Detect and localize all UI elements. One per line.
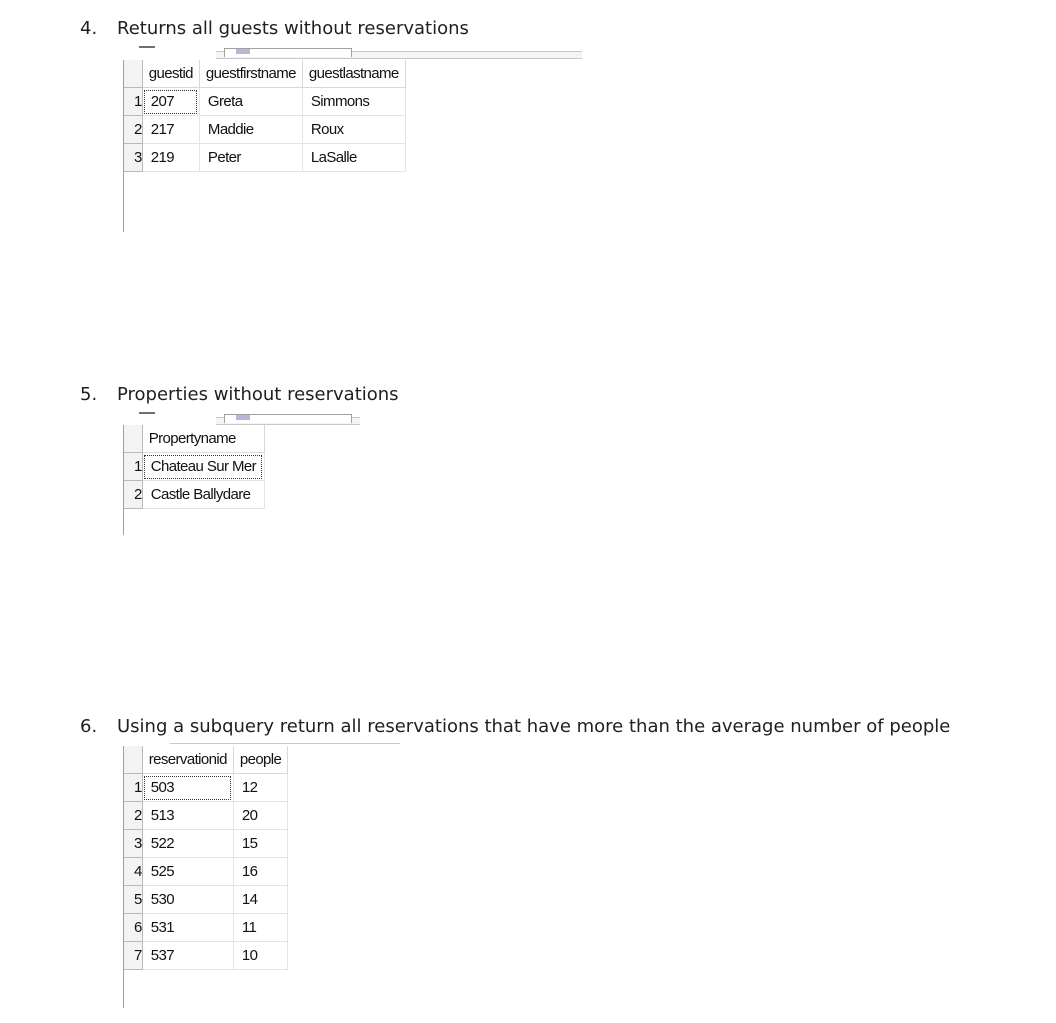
row-number[interactable]: 5 xyxy=(124,886,142,914)
table-cell[interactable]: 10 xyxy=(233,942,287,970)
table-cell[interactable]: Greta xyxy=(199,88,302,116)
table-row[interactable] xyxy=(124,116,405,144)
table-row[interactable] xyxy=(124,453,264,481)
row-number[interactable]: 1 xyxy=(124,453,142,481)
table-row[interactable] xyxy=(124,144,405,172)
row-header-corner xyxy=(124,60,142,88)
section-6-title: Using a subquery return all reservations that have more than the average number of people xyxy=(117,716,951,737)
row-number[interactable]: 6 xyxy=(124,914,142,942)
section-4-results-table xyxy=(124,60,406,172)
table-cell[interactable]: Castle Ballydare xyxy=(142,481,264,509)
column-header-guestlastname[interactable]: guestlastname xyxy=(302,60,405,88)
section-6-results-table xyxy=(124,746,288,970)
table-cell[interactable]: 503 xyxy=(142,774,233,802)
table-cell[interactable]: 217 xyxy=(142,116,199,144)
table-cell[interactable]: 14 xyxy=(233,886,287,914)
table-row[interactable] xyxy=(124,858,288,886)
table-row[interactable] xyxy=(124,774,288,802)
table-cell[interactable]: 531 xyxy=(142,914,233,942)
table-cell[interactable]: Maddie xyxy=(199,116,302,144)
table-cell[interactable]: 530 xyxy=(142,886,233,914)
table-cell[interactable]: Simmons xyxy=(302,88,405,116)
table-cell[interactable]: 525 xyxy=(142,858,233,886)
table-row[interactable] xyxy=(124,802,288,830)
table-row[interactable] xyxy=(124,942,288,970)
column-header-propertyname[interactable]: Propertyname xyxy=(142,425,264,453)
table-cell[interactable]: 219 xyxy=(142,144,199,172)
messages-tab-icon xyxy=(236,415,250,420)
table-row[interactable] xyxy=(124,88,405,116)
column-header-guestid[interactable]: guestid xyxy=(142,60,199,88)
results-tab-strip xyxy=(216,51,582,59)
section-5-title: Properties without reservations xyxy=(117,384,399,405)
table-row[interactable] xyxy=(124,481,264,509)
section-5-number: 5. xyxy=(80,384,98,405)
table-cell[interactable]: LaSalle xyxy=(302,144,405,172)
table-cell[interactable]: 522 xyxy=(142,830,233,858)
section-4-number: 4. xyxy=(80,18,98,39)
table-row[interactable] xyxy=(124,886,288,914)
header-row xyxy=(124,60,405,88)
row-number[interactable]: 1 xyxy=(124,88,142,116)
table-cell[interactable]: Chateau Sur Mer xyxy=(142,453,264,481)
column-header-people[interactable]: people xyxy=(233,746,287,774)
table-row[interactable] xyxy=(124,914,288,942)
section-4-heading xyxy=(80,18,469,39)
column-header-reservationid[interactable]: reservationid xyxy=(142,746,233,774)
row-header-corner xyxy=(124,425,142,453)
table-cell[interactable]: 513 xyxy=(142,802,233,830)
section-4-title: Returns all guests without reservations xyxy=(117,18,469,39)
table-cell[interactable]: 537 xyxy=(142,942,233,970)
row-number[interactable]: 4 xyxy=(124,858,142,886)
row-number[interactable]: 3 xyxy=(124,830,142,858)
grid-divider-mark xyxy=(139,46,155,48)
table-cell[interactable]: 12 xyxy=(233,774,287,802)
table-cell[interactable]: 11 xyxy=(233,914,287,942)
section-5-results-table xyxy=(124,425,265,509)
section-6-heading xyxy=(80,716,950,737)
column-header-guestfirstname[interactable]: guestfirstname xyxy=(199,60,302,88)
messages-tab-icon xyxy=(236,49,250,54)
row-number[interactable]: 1 xyxy=(124,774,142,802)
header-row xyxy=(124,425,264,453)
table-cell[interactable]: Peter xyxy=(199,144,302,172)
header-row xyxy=(124,746,288,774)
table-cell[interactable]: Roux xyxy=(302,116,405,144)
row-header-corner xyxy=(124,746,142,774)
grid-divider-mark xyxy=(139,412,155,414)
row-number[interactable]: 2 xyxy=(124,802,142,830)
row-number[interactable]: 3 xyxy=(124,144,142,172)
table-cell[interactable]: 16 xyxy=(233,858,287,886)
section-5-heading xyxy=(80,384,399,405)
row-number[interactable]: 7 xyxy=(124,942,142,970)
table-cell[interactable]: 207 xyxy=(142,88,199,116)
table-cell[interactable]: 15 xyxy=(233,830,287,858)
row-number[interactable]: 2 xyxy=(124,481,142,509)
table-cell[interactable]: 20 xyxy=(233,802,287,830)
table-row[interactable] xyxy=(124,830,288,858)
results-tab-strip xyxy=(216,417,360,425)
results-tab-strip xyxy=(170,743,400,744)
row-number[interactable]: 2 xyxy=(124,116,142,144)
section-6-number: 6. xyxy=(80,716,98,737)
